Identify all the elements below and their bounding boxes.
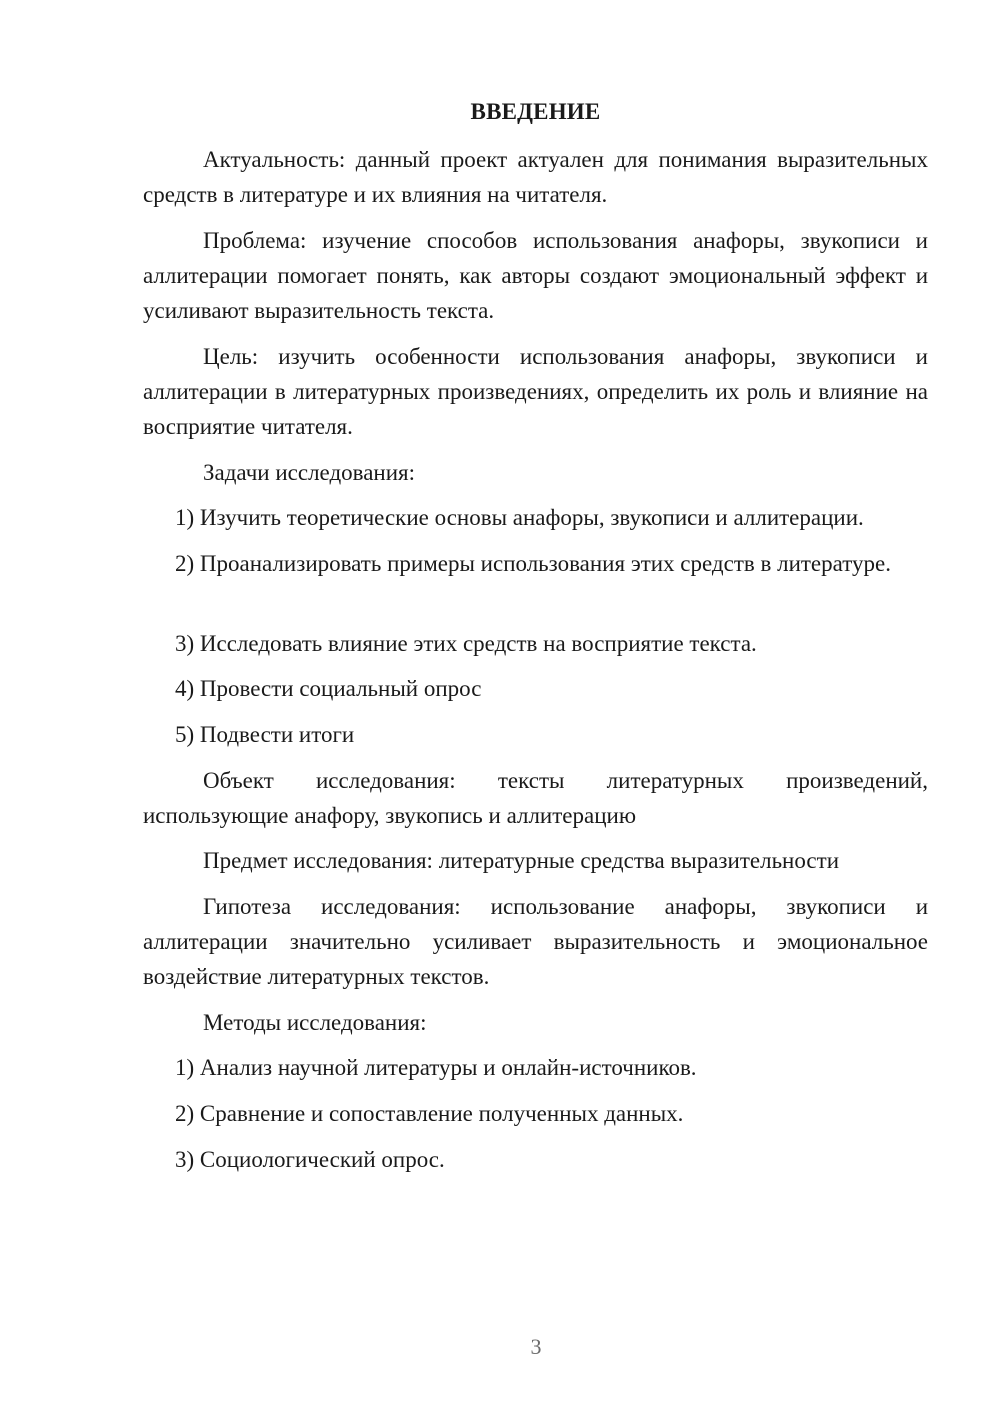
paragraph-problem: Проблема: изучение способов использования анафоры, звукописи и аллитерации помогает понять, как авторы создают эмоциональный эффект и усиливают выразительность текста.	[143, 228, 928, 323]
page-number: 3	[530, 1334, 542, 1359]
method-item-3: 3) Социологический опрос.	[175, 1147, 445, 1172]
paragraph-hypothesis: Гипотеза исследования: использование анафоры, звукописи и аллитерации значительно усиливает выразительность и эмоциональное воздействие литературных текстов.	[143, 894, 928, 989]
method-item-2: 2) Сравнение и сопоставление полученных данных.	[175, 1101, 684, 1126]
task-item-1: 1) Изучить теоретические основы анафоры, звукописи и аллитерации.	[175, 505, 864, 530]
paragraph-methods-heading: Методы исследования:	[203, 1010, 427, 1035]
task-item-5: 5) Подвести итоги	[175, 722, 355, 747]
task-item-2: 2) Проанализировать примеры использования этих средств в литературе.	[175, 551, 891, 576]
task-item-3: 3) Исследовать влияние этих средств на восприятие текста.	[175, 631, 757, 656]
paragraph-object: Объект исследования: тексты литературных произведений, использующие анафору, звукопись и аллитерацию	[143, 768, 928, 828]
method-item-1: 1) Анализ научной литературы и онлайн-источников.	[175, 1055, 697, 1080]
paragraph-relevance: Актуальность: данный проект актуален для понимания выразительных средств в литературе и их влияния на читателя.	[143, 147, 928, 207]
paragraph-goal: Цель: изучить особенности использования анафоры, звукописи и аллитерации в литературных произведениях, определить их роль и влияние на восприятие читателя.	[143, 344, 928, 439]
paragraph-subject: Предмет исследования: литературные средства выразительности	[203, 848, 840, 873]
task-item-4: 4) Провести социальный опрос	[175, 676, 482, 701]
page-title: ВВЕДЕНИЕ	[470, 99, 601, 124]
paragraph-tasks-heading: Задачи исследования:	[203, 460, 416, 485]
